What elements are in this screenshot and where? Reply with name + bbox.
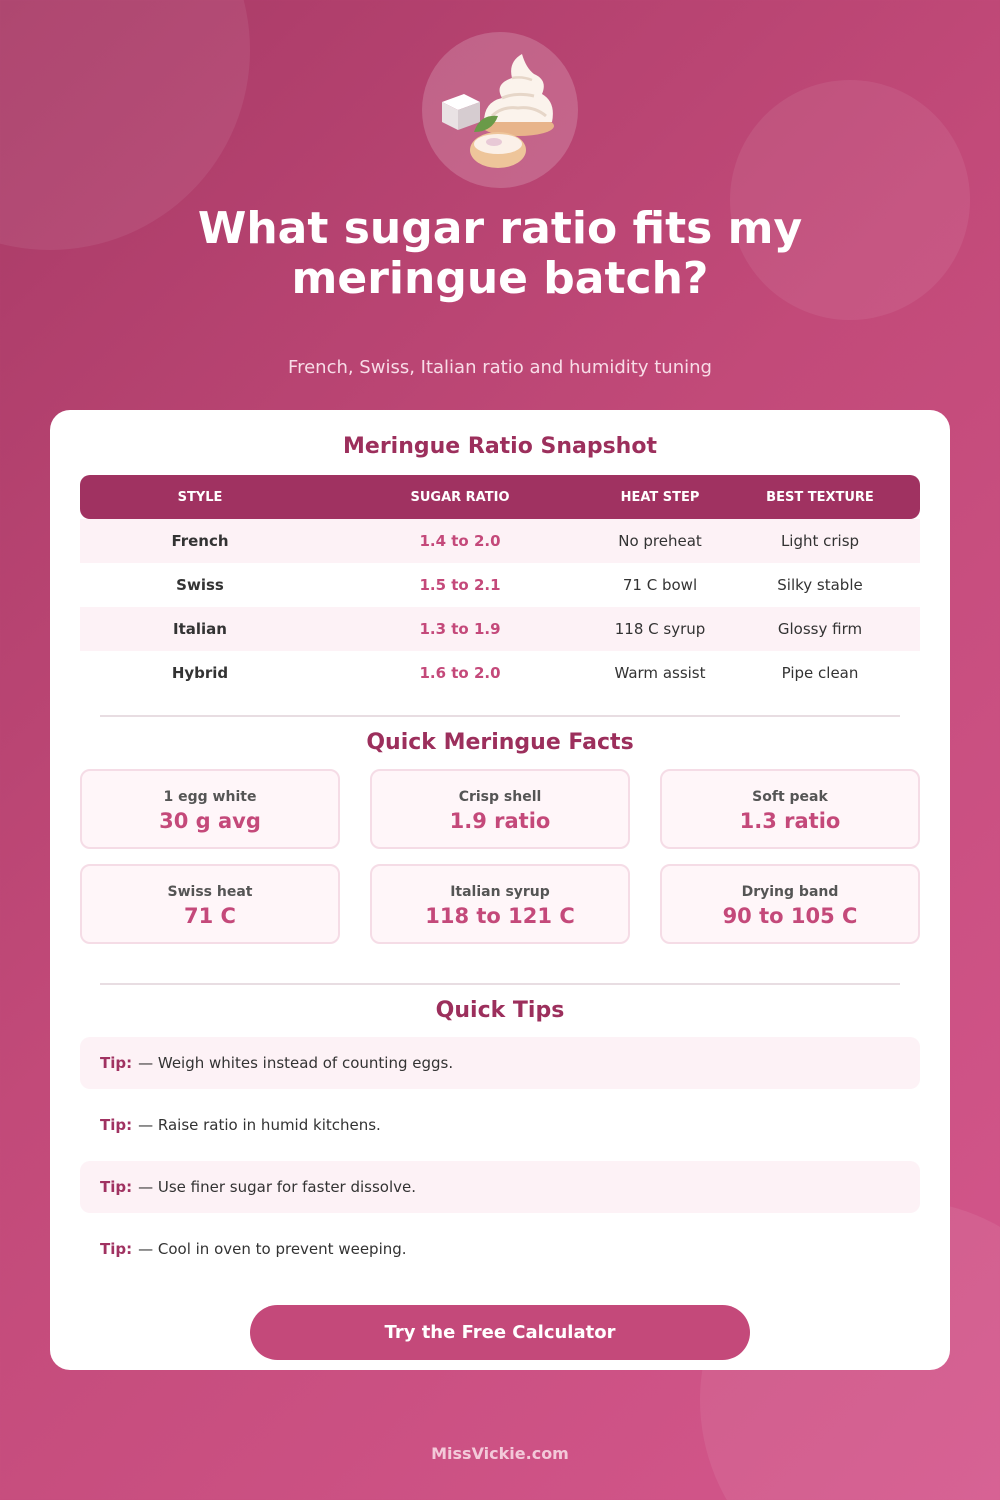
fact-label: Soft peak [752, 789, 828, 805]
tips-title: Quick Tips [435, 998, 565, 1023]
tip-text: — Weigh whites instead of counting eggs. [138, 1054, 454, 1072]
tip-text: — Cool in oven to prevent weeping. [138, 1240, 407, 1258]
fact-card [660, 769, 920, 849]
fact-value: 71 C [184, 904, 236, 928]
cell-heat: Warm assist [614, 664, 706, 682]
fact-label: Drying band [741, 884, 839, 900]
table-row [80, 651, 920, 695]
section-divider [100, 983, 900, 985]
tip-label: Tip: [100, 1240, 133, 1258]
cell-texture: Silky stable [777, 576, 863, 594]
fact-card [80, 864, 340, 944]
column-header-heat: HEAT STEP [620, 489, 700, 505]
fact-value: 1.9 ratio [449, 809, 551, 833]
facts-title: Quick Meringue Facts [366, 730, 634, 755]
page-subtitle: French, Swiss, Italian ratio and humidity tuning [288, 357, 712, 378]
tip-label: Tip: [100, 1116, 133, 1134]
section-divider [100, 715, 900, 717]
cell-style: Swiss [176, 576, 224, 594]
table-row [80, 563, 920, 607]
column-header-ratio: SUGAR RATIO [410, 489, 510, 505]
cell-style: French [171, 532, 229, 550]
tip-text: — Use finer sugar for faster dissolve. [138, 1178, 417, 1196]
cell-ratio: 1.5 to 2.1 [419, 576, 501, 594]
list-item [80, 1037, 920, 1089]
list-item [80, 1223, 920, 1275]
snapshot-title: Meringue Ratio Snapshot [343, 434, 657, 459]
cell-heat: No preheat [618, 532, 702, 550]
fact-value: 118 to 121 C [425, 904, 575, 928]
fact-card [370, 864, 630, 944]
cell-heat: 118 C syrup [614, 620, 706, 638]
fact-label: 1 egg white [163, 789, 257, 805]
list-item [80, 1099, 920, 1151]
table-row [80, 607, 920, 651]
fact-card [370, 769, 630, 849]
cell-texture: Glossy firm [777, 620, 863, 638]
calculator-button[interactable]: Try the Free Calculator [250, 1305, 750, 1360]
fact-card [660, 864, 920, 944]
fact-label: Italian syrup [450, 884, 550, 900]
tip-text: — Raise ratio in humid kitchens. [138, 1116, 381, 1134]
column-header-texture: BEST TEXTURE [766, 489, 874, 505]
footer-brand[interactable]: MissVickie.com [431, 1444, 569, 1463]
cell-heat: 71 C bowl [622, 576, 698, 594]
fact-value: 30 g avg [159, 809, 261, 833]
cell-style: Italian [173, 620, 227, 638]
table-row [80, 519, 920, 563]
cell-style: Hybrid [171, 664, 229, 682]
cell-ratio: 1.4 to 2.0 [419, 532, 501, 550]
ratio-table [80, 475, 920, 695]
cell-texture: Pipe clean [781, 664, 859, 682]
list-item [80, 1161, 920, 1213]
fact-label: Crisp shell [458, 789, 542, 805]
fact-value: 1.3 ratio [739, 809, 841, 833]
tip-label: Tip: [100, 1054, 133, 1072]
column-header-style: STYLE [177, 489, 223, 505]
tip-label: Tip: [100, 1178, 133, 1196]
fact-label: Swiss heat [167, 884, 253, 900]
cell-ratio: 1.6 to 2.0 [419, 664, 501, 682]
cell-ratio: 1.3 to 1.9 [419, 620, 501, 638]
fact-card [80, 769, 340, 849]
page-title: What sugar ratio fits my meringue batch? [197, 203, 803, 304]
cell-texture: Light crisp [780, 532, 860, 550]
meringue-sugar-icon [422, 32, 578, 188]
content-card [50, 410, 950, 1370]
fact-value: 90 to 105 C [722, 904, 858, 928]
table-header [80, 475, 920, 519]
